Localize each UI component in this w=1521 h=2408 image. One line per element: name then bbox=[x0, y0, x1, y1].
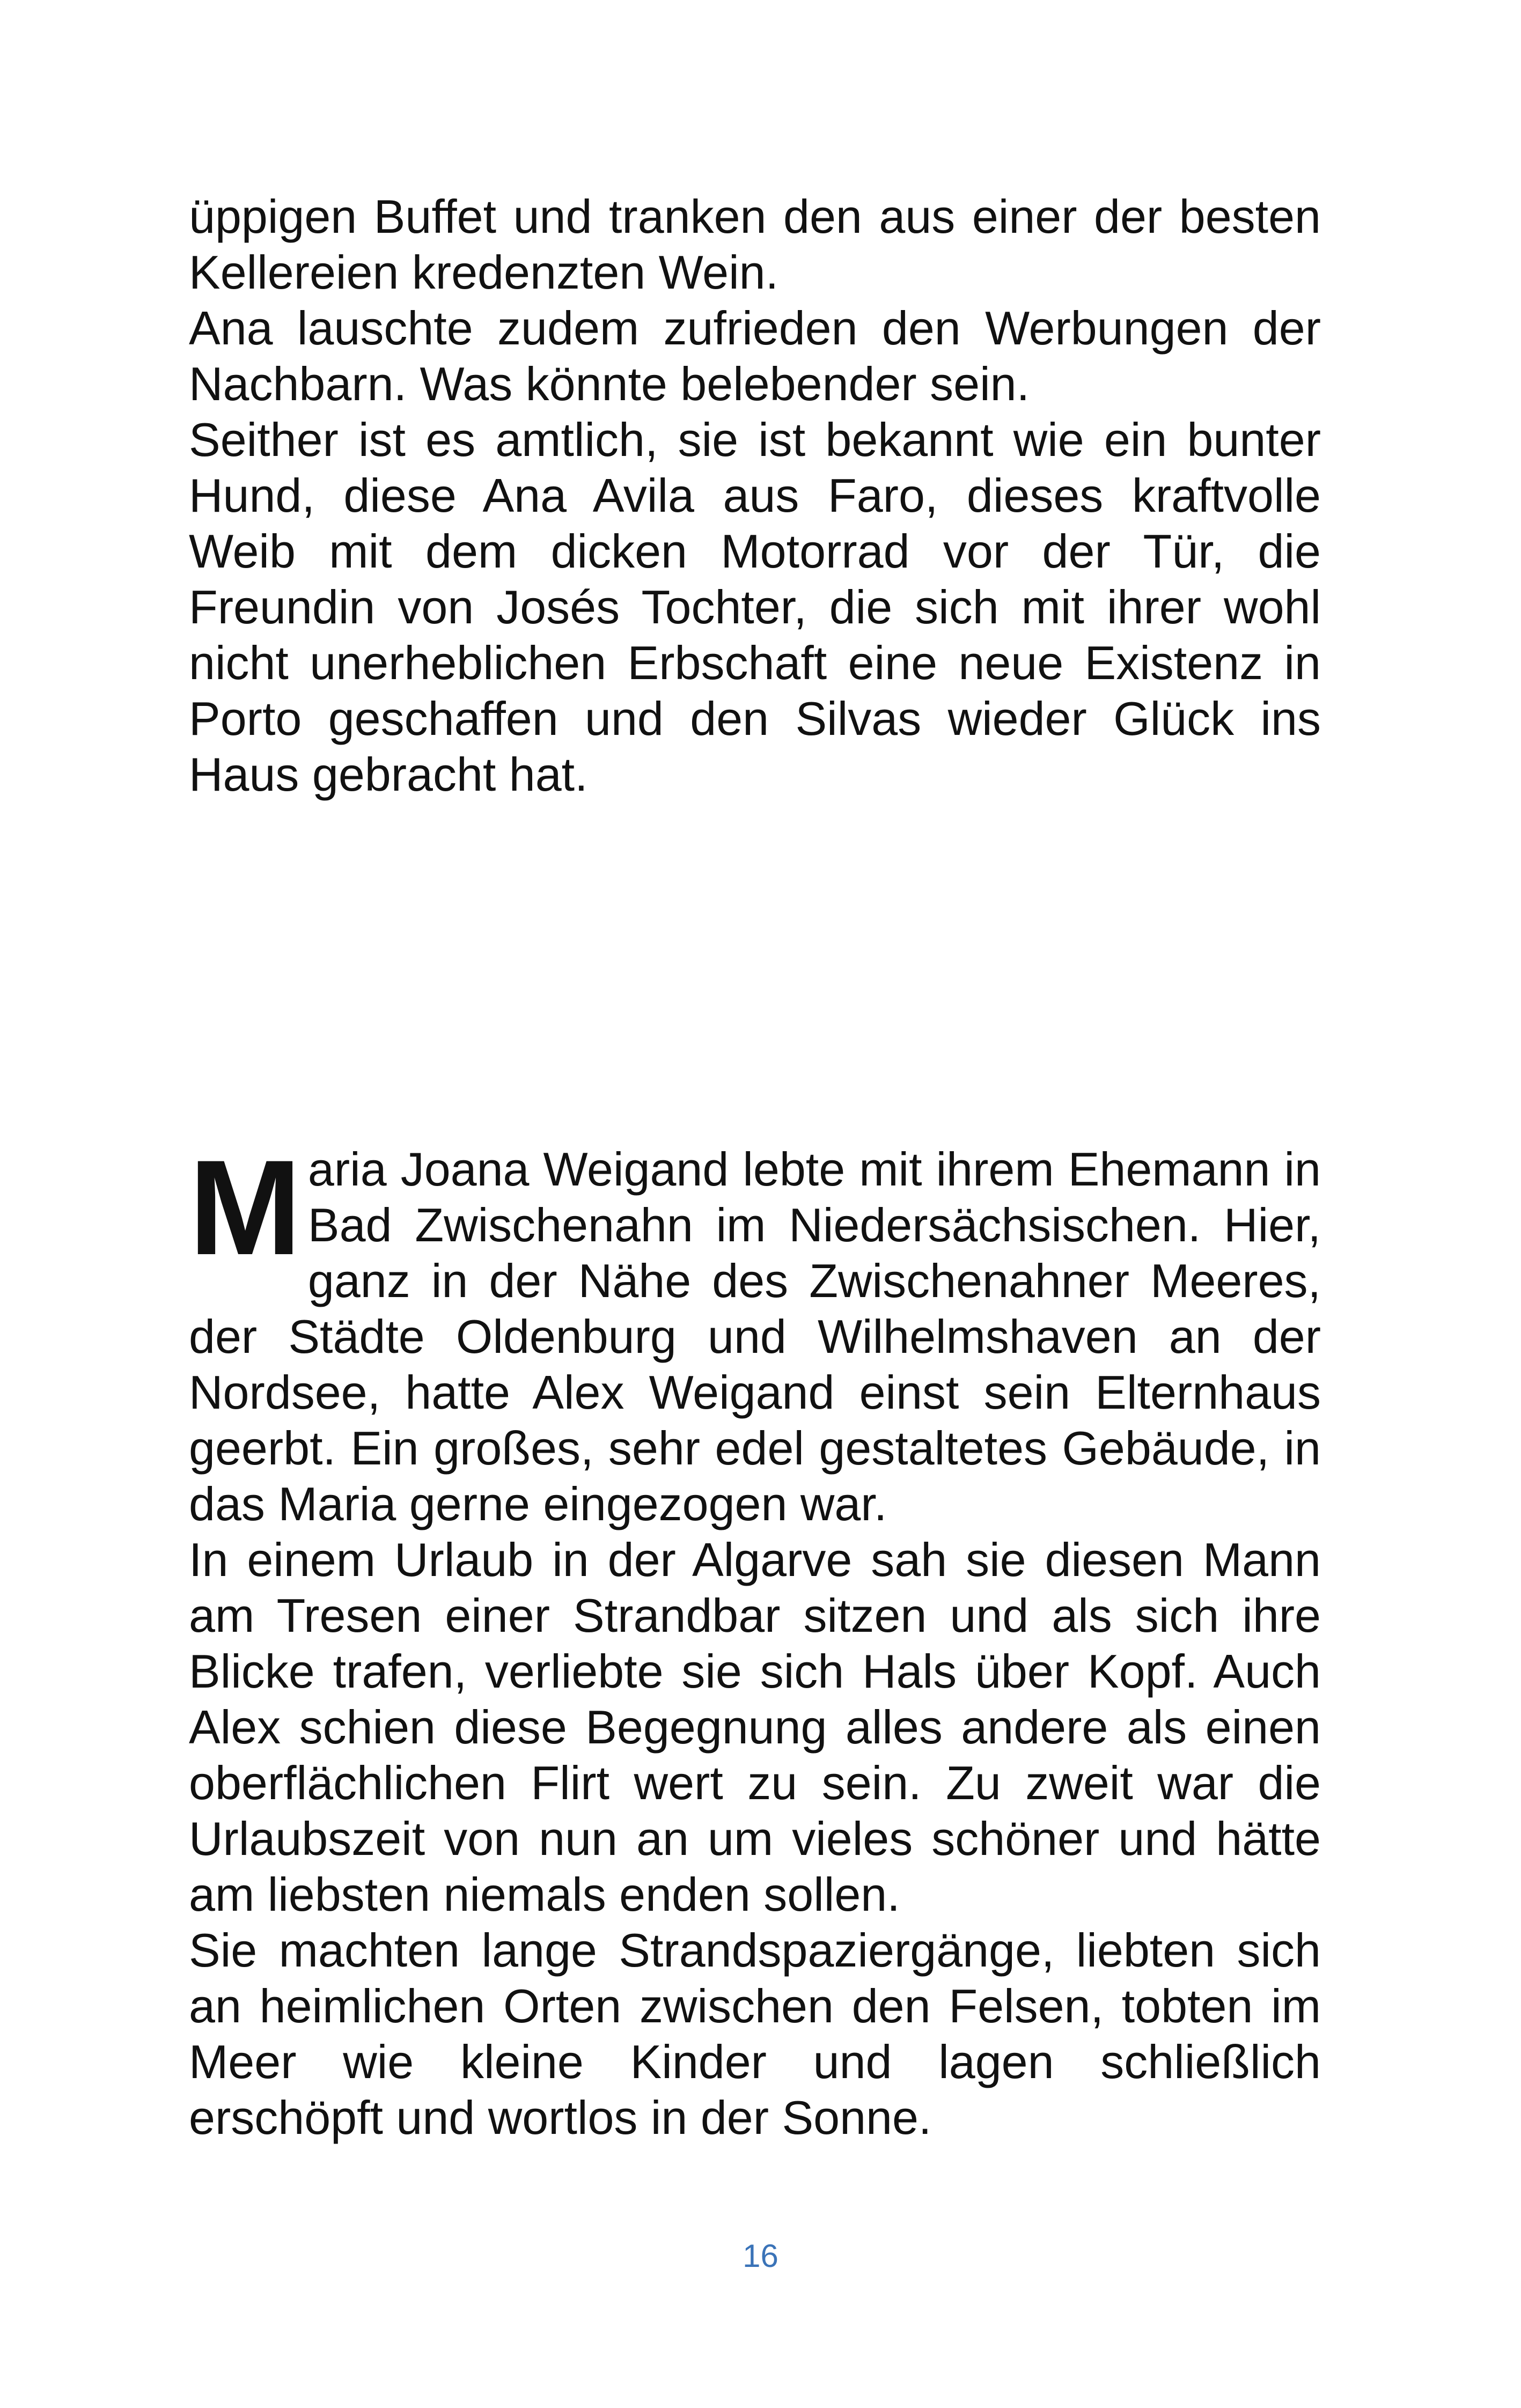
text-block-chapter bbox=[189, 1132, 1321, 2146]
paragraph: In einem Urlaub in der Algarve sah sie diesen Mann am Tresen einer Strandbar sitzen und als sich ihre Blicke trafen, verliebte sie sich Hals über Kopf. Auch Alex schien diese Begegnung alles andere als einen oberflächlichen Flirt wert zu sein. Zu zweit war die Urlaubszeit von nun an um vieles schöner und hätte am liebsten niemals enden sollen. bbox=[189, 1533, 1321, 1921]
paragraph-text: aria Joana Weigand lebte mit ihrem Ehemann in Bad Zwischenahn im Niedersächsischen. Hier, ganz in der Nähe des Zwischenahner Meeres, der Städte Oldenburg und Wilhelmshaven an der Nordsee, hatte Alex Weigand einst sein Elternhaus geerbt. Ein großes, sehr edel gestaltetes Gebäude, in das Maria gerne eingezogen war. bbox=[189, 1143, 1321, 1530]
paragraph: üppigen Buffet und tranken den aus einer der besten Kellereien kredenzten Wein. bbox=[189, 190, 1321, 299]
drop-cap: M bbox=[189, 1132, 300, 1283]
paragraph: Sie machten lange Strandspaziergänge, liebten sich an heimlichen Orten zwischen den Felsen, tobten im Meer wie kleine Kinder und lagen schließlich erschöpft und wortlos in der Sonne. bbox=[189, 1924, 1321, 2144]
paragraph: Ana lauschte zudem zufrieden den Werbungen der Nachbarn. Was könnte belebender sein. bbox=[189, 301, 1321, 410]
paragraph: Seither ist es amtlich, sie ist bekannt wie ein bunter Hund, diese Ana Avila aus Faro, dieses kraftvolle Weib mit dem dicken Motorrad vor der Tür, die Freundin von Josés Tochter, die sich mit ihrer wohl nicht unerheblichen Erbschaft eine neue Existenz in Porto geschaffen und den Silvas wieder Glück ins Haus gebracht hat. bbox=[189, 413, 1321, 801]
text-block-top bbox=[189, 189, 1321, 802]
page-number: 16 bbox=[743, 2238, 778, 2274]
chapter-opening-paragraph bbox=[189, 1132, 1321, 1532]
